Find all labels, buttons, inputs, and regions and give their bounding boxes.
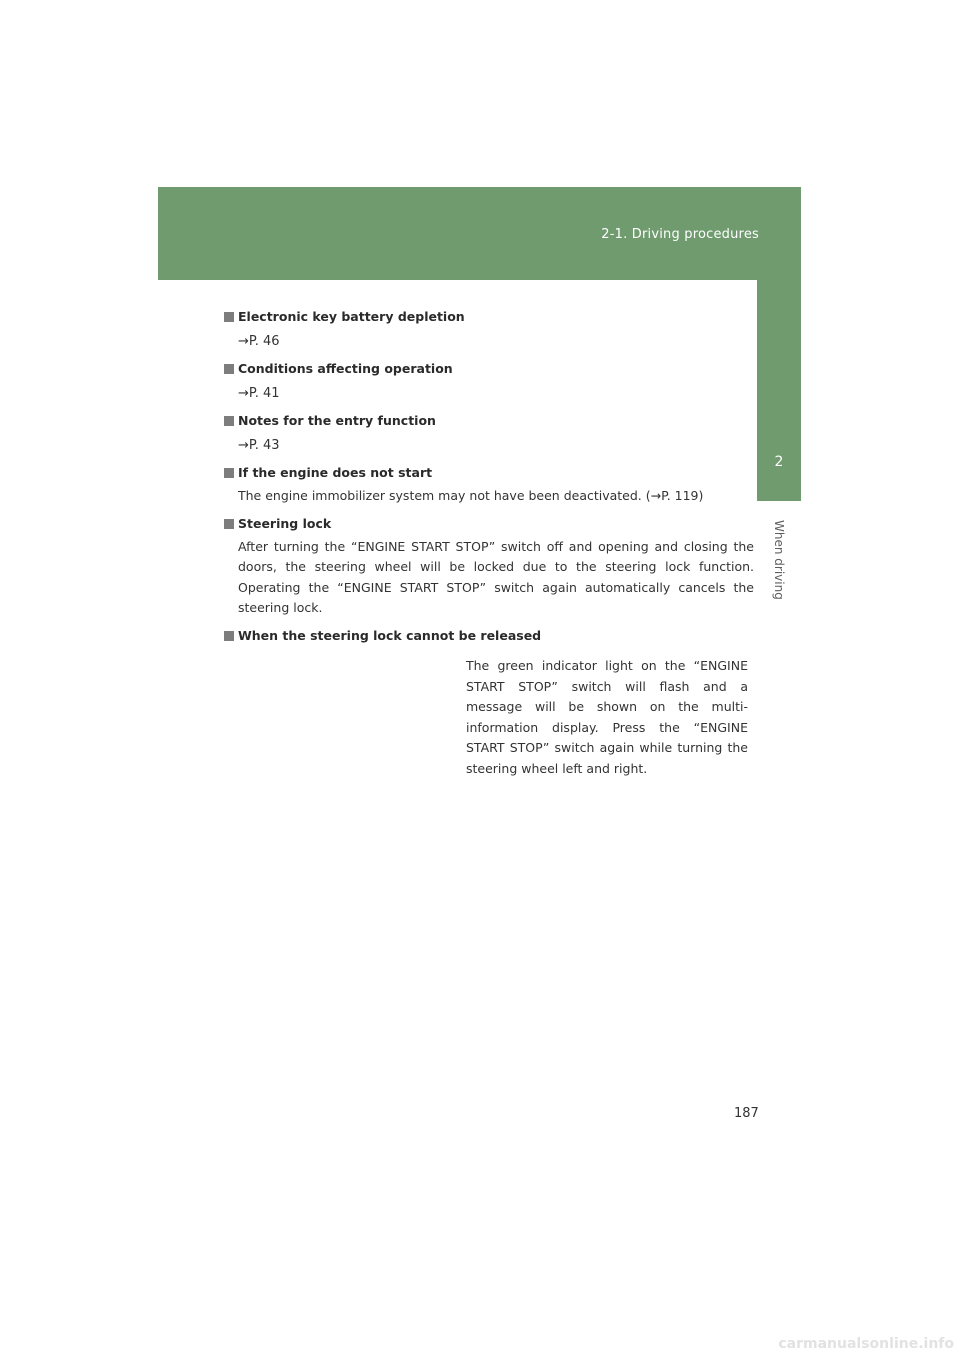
watermark: carmanualsonline.info bbox=[778, 1336, 954, 1352]
section-entry-function bbox=[224, 412, 754, 456]
section-title: If the engine does not start bbox=[238, 465, 433, 480]
chapter-side-tab bbox=[757, 280, 801, 501]
section-steering-lock bbox=[224, 515, 754, 619]
chapter-header-band bbox=[158, 187, 801, 280]
section-title: Electronic key battery depletion bbox=[238, 309, 465, 324]
chapter-title: 2-1. Driving procedures bbox=[601, 227, 759, 242]
section-conditions bbox=[224, 360, 754, 404]
square-bullet-icon bbox=[224, 519, 234, 529]
page-number: 187 bbox=[734, 1106, 759, 1121]
steering-lock-release-text: The green indicator light on the “ENGINE START STOP” switch will flash and a message will be shown on the multi-information display. Press the “ENGINE START STOP” switch again while turning the steering wheel left and right. bbox=[466, 658, 748, 776]
section-engine-not-start bbox=[224, 464, 754, 507]
square-bullet-icon bbox=[224, 631, 234, 641]
page-reference: →P. 41 bbox=[238, 386, 280, 401]
chapter-number: 2 bbox=[774, 454, 784, 470]
square-bullet-icon bbox=[224, 468, 234, 478]
page-reference: →P. 46 bbox=[238, 334, 280, 349]
page-reference: →P. 43 bbox=[238, 438, 280, 453]
section-title: Notes for the entry function bbox=[238, 413, 436, 428]
section-body: The engine immobilizer system may not have been deactivated. (→P. 119) bbox=[238, 488, 704, 503]
section-key-battery bbox=[224, 308, 754, 352]
section-title: When the steering lock cannot be released bbox=[238, 627, 542, 643]
section-body: After turning the “ENGINE START STOP” switch off and opening and closing the doors, the steering wheel will be locked due to the steering lock function. Operating the “ENGINE START STOP” switch again automatically cancels the steering lock. bbox=[238, 538, 754, 615]
page-content bbox=[224, 308, 754, 653]
square-bullet-icon bbox=[224, 364, 234, 374]
chapter-side-label: When driving bbox=[772, 520, 786, 600]
square-bullet-icon bbox=[224, 312, 234, 322]
square-bullet-icon bbox=[224, 416, 234, 426]
section-title: Steering lock bbox=[238, 515, 332, 531]
section-title: Conditions affecting operation bbox=[238, 361, 453, 376]
section-steering-lock-release bbox=[224, 627, 754, 645]
